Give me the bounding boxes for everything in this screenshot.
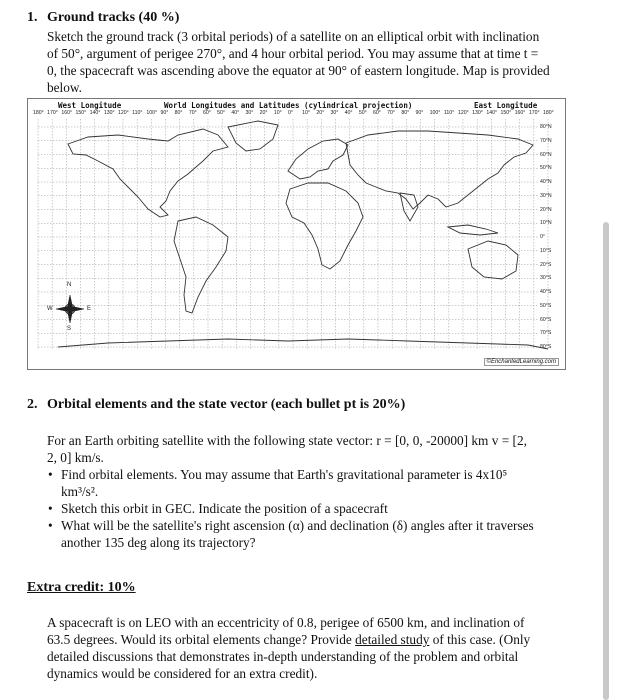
- q1-line: below.: [47, 80, 82, 95]
- south-america-outline: [174, 217, 228, 313]
- compass-e-label: E: [87, 306, 92, 312]
- latitude-tick: 20°S: [540, 261, 552, 268]
- longitude-tick: 160°: [514, 110, 526, 116]
- longitude-tick: 40°: [231, 110, 240, 116]
- extra-credit-title: Extra credit: 10%: [27, 580, 136, 595]
- longitude-tick: 110°: [132, 110, 143, 116]
- q2-bullet: • Sketch this orbit in GEC. Indicate the position of a spacecraft: [47, 500, 534, 517]
- longitude-tick: 60°: [373, 110, 381, 116]
- australia-outline: [468, 241, 518, 279]
- latitude-tick: 10°N: [540, 220, 552, 227]
- longitude-tick: 0°: [288, 110, 293, 116]
- question-2-bullets: [47, 466, 534, 551]
- continent-outlines: [58, 121, 548, 349]
- longitude-tick: 50°: [358, 110, 367, 116]
- extra-line: A spacecraft is on LEO with an eccentricity of 0.8, perigee of 6500 km, and inclination of: [47, 615, 525, 630]
- q2-bullet: • Find orbital elements. You may assume that Earth's gravitational parameter is 4x10⁵ km³/s².: [47, 466, 534, 500]
- longitude-tick: 90°: [415, 110, 424, 116]
- longitude-tick: 100°: [146, 110, 158, 116]
- extra-line: detailed discussions that demonstrates in-depth understanding of the problem and orbital: [47, 649, 519, 664]
- map-east-label: East Longitude: [474, 101, 538, 110]
- longitude-tick: 140°: [89, 110, 101, 116]
- longitude-tick: 90°: [160, 110, 169, 116]
- europe-outline: [288, 139, 348, 179]
- longitude-tick: 10°: [302, 110, 311, 116]
- longitude-tick: 10°: [273, 110, 282, 116]
- longitude-tick: 50°: [217, 110, 226, 116]
- latitude-tick: 10°S: [540, 247, 552, 254]
- vertical-scrollbar[interactable]: [603, 222, 609, 700]
- question-2-title: [27, 397, 405, 413]
- longitude-tick: 20°: [316, 110, 325, 116]
- longitude-tick: 170°: [528, 110, 540, 116]
- latitude-tick: 70°S: [540, 330, 552, 337]
- longitude-tick: 80°: [401, 110, 410, 116]
- asia-outline: [346, 131, 533, 209]
- longitude-tick: 140°: [486, 110, 498, 116]
- question-2-heading: Orbital elements and the state vector (each bullet pt is 20%): [47, 397, 406, 412]
- compass-s-label: S: [67, 326, 72, 332]
- longitude-tick: 30°: [245, 110, 254, 116]
- map-west-label: West Longitude: [58, 101, 122, 110]
- longitude-tick: 40°: [344, 110, 353, 116]
- compass-rose: [56, 295, 84, 323]
- longitude-tick: 130°: [103, 110, 115, 116]
- extra-line: 63.5 degrees. Would its orbital elements change? Provide detailed study of this case. (Only: [47, 632, 531, 647]
- longitude-tick: 70°: [387, 110, 396, 116]
- compass-w-label: W: [47, 306, 53, 312]
- latitude-tick: 60°S: [540, 316, 552, 323]
- longitude-tick: 110°: [443, 110, 455, 116]
- question-1-heading: Ground tracks (40 %): [47, 10, 180, 25]
- map-title: World Longitudes and Latitudes (cylindrical projection): [164, 101, 413, 110]
- greenland-outline: [228, 121, 278, 151]
- latitude-tick: 70°N: [540, 137, 552, 144]
- q1-line: Sketch the ground track (3 orbital periods) of a satellite on an elliptical orbit with inclination: [47, 29, 540, 44]
- longitude-tick: 30°: [330, 110, 339, 116]
- longitude-tick: 70°: [188, 110, 197, 116]
- q2-intro-line: For an Earth orbiting satellite with the following state vector: r = [0, 0, -20000] km v = [2,: [47, 433, 527, 448]
- map-copyright: ©EnchantedLearning.com: [484, 358, 559, 366]
- longitude-tick: 100°: [429, 110, 441, 116]
- question-1-number: 1.: [27, 10, 38, 25]
- longitude-tick: 60°: [203, 110, 211, 116]
- q1-line: 0, the spacecraft was ascending above the equator at 90° of eastern longitude. Map is provided: [47, 63, 550, 78]
- longitude-tick: 20°: [259, 110, 268, 116]
- extra-credit-text: [47, 614, 530, 682]
- question-2-intro: [47, 432, 527, 466]
- question-2-number: 2.: [27, 397, 38, 412]
- latitude-tick: 20°N: [540, 206, 552, 213]
- longitude-tick: 130°: [472, 110, 483, 116]
- antarctica-outline: [58, 339, 548, 349]
- compass-n-label: N: [67, 282, 72, 288]
- latitude-tick: 80°N: [540, 124, 552, 130]
- extra-line: dynamics would be considered for an extra credit).: [47, 666, 318, 681]
- longitude-tick: 170°: [47, 110, 58, 116]
- latitude-tick: 40°S: [540, 289, 552, 295]
- longitude-tick: 180°: [33, 110, 44, 116]
- longitude-tick: 160°: [61, 110, 73, 116]
- q1-line: of 50°, argument of perigee 270°, and 4 hour orbital period. You may assume that at time t =: [47, 46, 539, 61]
- longitude-tick: 180°: [543, 110, 554, 116]
- map-graphic: [28, 99, 565, 369]
- detailed-study-text: detailed study: [355, 632, 430, 647]
- question-1-text: [47, 28, 550, 96]
- longitude-tick: 120°: [118, 110, 129, 116]
- q2-intro-line: 2, 0] km/s.: [47, 450, 104, 465]
- latitude-tick: 30°S: [540, 275, 552, 282]
- latitude-tick: 30°N: [540, 192, 552, 199]
- indonesia-outline: [448, 225, 498, 235]
- longitude-tick: 150°: [500, 110, 512, 116]
- latitude-tick: 50°N: [540, 165, 552, 172]
- q2-bullet: • What will be the satellite's right ascension (α) and declination (δ) angles after it traverses another 135 deg along its trajectory?: [47, 517, 534, 551]
- longitude-tick: 150°: [75, 110, 87, 116]
- question-1-title: [27, 10, 179, 26]
- latitude-tick: 50°S: [540, 302, 552, 309]
- longitude-tick: 120°: [458, 110, 469, 116]
- north-america-outline: [68, 129, 228, 217]
- latitude-tick: 0°: [540, 234, 545, 240]
- latitude-tick: 80°S: [540, 344, 552, 350]
- world-map: [27, 98, 566, 370]
- latitude-tick: 60°N: [540, 151, 552, 158]
- longitude-tick: 80°: [174, 110, 183, 116]
- latitude-tick: 40°N: [540, 179, 552, 185]
